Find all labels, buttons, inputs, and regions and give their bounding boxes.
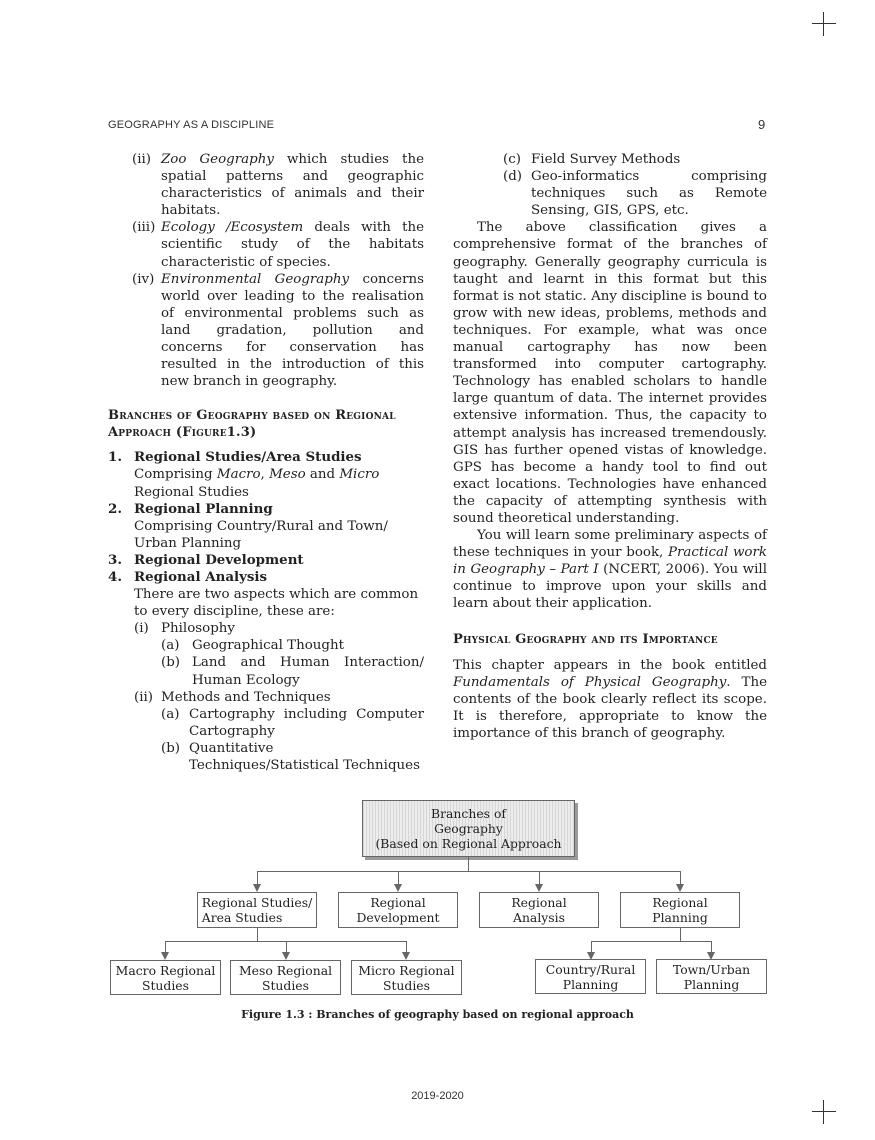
numbered-item: 2. Regional Planning: [108, 500, 273, 517]
aspect-item: (ii) Methods and Techniques: [134, 689, 331, 705]
connector: [539, 871, 540, 885]
diagram-box-regional-analysis: Regional Analysis: [479, 892, 599, 928]
arrow-icon: [161, 952, 169, 960]
item-description: Comprising Macro, Meso and Micro Regional Studies: [134, 467, 380, 500]
item-description: Comprising Country/Rural and Town/ Urban Planning: [134, 518, 388, 551]
item-description: There are two aspects which are common to every discipline, these are:: [134, 587, 419, 620]
list-item-term: Environmental Geography: [161, 271, 350, 287]
arrow-icon: [282, 952, 290, 960]
sub-item: (b) Land and Human Interaction/ Human Ecology: [161, 655, 424, 688]
footer-year: 2019-2020: [411, 1090, 464, 1102]
running-head: GEOGRAPHY AS A DISCIPLINE: [108, 119, 275, 131]
left-column: [108, 151, 424, 774]
figure-caption: Figure 1.3 : Branches of geography based on regional approach: [241, 1008, 634, 1021]
sub-item: (a) Cartography including Computer Cartography: [161, 706, 424, 739]
page-number: 9: [758, 117, 766, 132]
diagram-box-macro-regional: Macro Regional Studies: [110, 960, 221, 995]
numbered-item-title: Regional Development: [134, 551, 304, 568]
numbered-item-title: Regional Analysis: [134, 568, 268, 585]
connector: [398, 871, 399, 885]
crop-mark-top-right: [812, 12, 836, 36]
connector: [257, 871, 258, 885]
arrow-icon: [535, 884, 543, 892]
connector: [591, 941, 712, 942]
list-item-text: deals with the scientific study of the habitats characteristic of species.: [161, 220, 424, 270]
method-item: (d) Geo-informatics comprising techniques such as Remote Sensing, GIS, GPS, etc.: [503, 169, 767, 219]
diagram-box-regional-planning: Regional Planning: [620, 892, 740, 928]
numbered-item-title: Regional Studies/Area Studies: [134, 449, 362, 466]
paragraph: The above classification gives a comprehensive format of the branches of geography. Generally geography curricula is taught and learnt in this format but this format is not static. Any discipline is bound to grow with new ideas, problems, methods and techniques. For example, what was once manual cartography has now been transformed into computer cartography. Technology has enabled scholars to handle large quantum of data. The internet provides extensive information. Thus, the capacity to attempt analysis has increased tremendously. GIS has further opened vistas of knowledge. GPS has become a handy tool to find out exact locations. Technologies have enhanced the capacity of attempting synthesis with sound theoretical understanding.: [453, 220, 767, 526]
connector: [257, 928, 258, 941]
list-item-term: Ecology /Ecosystem: [161, 220, 304, 236]
list-item: [108, 151, 424, 219]
list-item-text: which studies the spatial patterns and geographic characteristics of animals and their habitats.: [161, 152, 424, 219]
list-item: [108, 219, 424, 270]
arrow-icon: [402, 952, 410, 960]
section-heading-physical: Physical Geography and its Importance: [453, 631, 718, 647]
numbered-item-title: Regional Planning: [134, 500, 273, 517]
diagram-box-country-rural: Country/Rural Planning: [535, 959, 646, 994]
list-item: [108, 271, 424, 391]
diagram-box-town-urban: Town/Urban Planning: [656, 959, 767, 994]
paragraph: This chapter appears in the book entitled Fundamentals of Physical Geography. The contents of the book clearly reflect its scope. It is therefore, appropriate to know the importance of this branch of geography.: [453, 657, 767, 741]
diagram-root-box: Branches of Geography (Based on Regional Approach: [362, 800, 575, 857]
connector: [680, 871, 681, 885]
list-item-number: (ii): [132, 152, 152, 167]
diagram-box-regional-development: Regional Development: [338, 892, 458, 928]
diagram-box-micro-regional: Micro Regional Studies: [351, 960, 462, 995]
sub-item: (b) Quantitative Techniques/Statistical Techniques: [161, 740, 420, 773]
aspect-item: (i) Philosophy: [134, 621, 235, 637]
right-column: [453, 151, 767, 742]
method-item: (c) Field Survey Methods: [503, 152, 681, 167]
section-heading-regional: Branches of Geography based on Regional Approach (Figure1.3): [108, 408, 396, 441]
numbered-item: 4. Regional Analysis: [108, 568, 268, 585]
list-item-term: Zoo Geography: [161, 152, 274, 167]
diagram-box-meso-regional: Meso Regional Studies: [230, 960, 341, 995]
list-item-text: concerns world over leading to the realisation of environmental problems such as land gradation, pollution and concerns for conservation has resulted in the introduction of this new branch in geography.: [161, 271, 424, 390]
connector: [468, 857, 469, 871]
arrow-icon: [394, 884, 402, 892]
arrow-icon: [676, 884, 684, 892]
diagram-box-regional-studies: Regional Studies/ Area Studies: [197, 892, 317, 928]
numbered-item: 1. Regional Studies/Area Studies: [108, 449, 362, 466]
list-item-number: (iv): [132, 271, 155, 287]
list-item-number: (iii): [132, 220, 156, 236]
sub-item: (a) Geographical Thought: [161, 638, 344, 654]
numbered-item: 3. Regional Development: [108, 551, 304, 568]
arrow-icon: [253, 884, 261, 892]
crop-mark-bottom-right: [812, 1100, 836, 1124]
connector: [680, 928, 681, 941]
paragraph: You will learn some preliminary aspects of these techniques in your book, Practical work in Geography – Part I (NCERT, 2006). You will continue to improve upon your skills and learn about their application.: [453, 528, 767, 612]
connector: [257, 871, 680, 872]
